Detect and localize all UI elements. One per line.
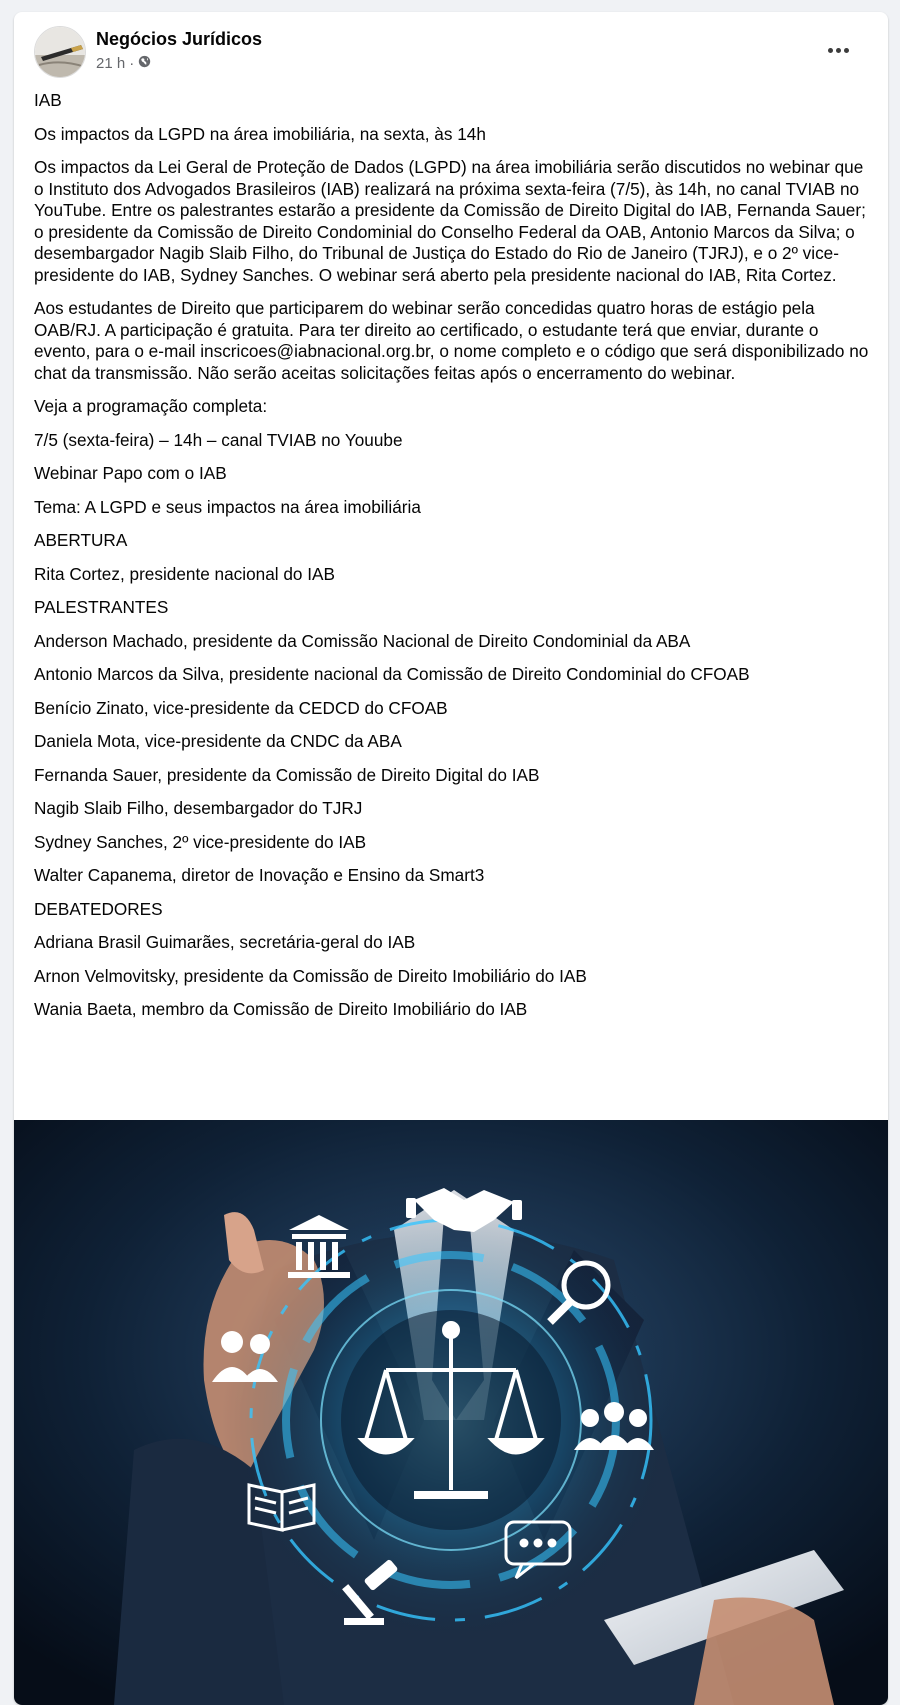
post-paragraph: IAB	[34, 90, 62, 110]
post-paragraph: Os impactos da Lei Geral de Proteção de Dados (LGPD) na área imobiliária serão discutidos no webinar que o Instituto dos Advogados Brasileiros (IAB) realizará na próxima sexta-feira (7/5), às 14h, no canal TVIAB no YouTube. Entre os palestrantes estarão a presidente da Comissão de Direito Digital do IAB, Fernanda Sauer; o presidente da Comissão de Direito Condominial do Conselho Federal da OAB, Antonio Marcos da Silva; o desembargador Nagib Slaib Filho, do Tribunal de Justiça do Estado do Rio de Janeiro (TJRJ), e o 2º vice-presidente do IAB, Sydney Sanches. O webinar será aberto pela presidente nacional do IAB, Rita Cortez.	[34, 157, 866, 285]
post-image[interactable]	[14, 1120, 888, 1705]
schedule-line: Veja a programação completa:	[34, 396, 268, 416]
schedule-line: Benício Zinato, vice-presidente da CEDCD do CFOAB	[34, 697, 448, 718]
schedule-line: Walter Capanema, diretor de Inovação e Ensino da Smart3	[34, 865, 485, 885]
schedule-line: Fernanda Sauer, presidente da Comissão de Direito Digital do IAB	[34, 764, 540, 785]
schedule-line: Webinar Papo com o IAB	[34, 463, 227, 483]
schedule-line: Daniela Mota, vice-presidente da CNDC da ABA	[34, 731, 402, 751]
author-name[interactable]: Negócios Jurídicos	[96, 29, 263, 49]
schedule-line: DEBATEDORES	[34, 898, 163, 919]
more-options-icon[interactable]	[820, 38, 856, 62]
facebook-post	[14, 12, 888, 1705]
post-text	[34, 90, 874, 1033]
page-avatar[interactable]	[34, 26, 86, 78]
globe-icon[interactable]	[138, 55, 151, 72]
schedule-line: Tema: A LGPD e seus impactos na área imobiliária	[34, 496, 421, 517]
post-meta	[96, 55, 151, 72]
schedule-line: 7/5 (sexta-feira) – 14h – canal TVIAB no Youube	[34, 429, 403, 450]
post-paragraph: Aos estudantes de Direito que participarem do webinar serão concedidas quatro horas de estágio pela OAB/RJ. A participação é gratuita. Para ter direito ao certificado, o estudante terá que enviar, durante o evento, para o e-mail inscricoes@iabnacional.org.br, o nome completo e o código que será disponibilizado no chat da transmissão. Não serão aceitas solicitações feitas após o encerramento do webinar.	[34, 298, 869, 383]
post-header	[34, 26, 868, 78]
schedule-line: PALESTRANTES	[34, 597, 169, 617]
schedule-line: Arnon Velmovitsky, presidente da Comissão de Direito Imobiliário do IAB	[34, 965, 587, 986]
schedule-line: Antonio Marcos da Silva, presidente nacional da Comissão de Direito Condominial do CFOAB	[34, 664, 750, 684]
post-paragraph: Os impactos da LGPD na área imobiliária, na sexta, às 14h	[34, 123, 486, 144]
schedule-line: ABERTURA	[34, 530, 128, 550]
schedule-line: Anderson Machado, presidente da Comissão Nacional de Direito Condominial da ABA	[34, 630, 691, 651]
schedule-line: Wania Baeta, membro da Comissão de Direito Imobiliário do IAB	[34, 999, 528, 1019]
meta-separator: ·	[129, 55, 135, 72]
post-time[interactable]: 21 h	[96, 55, 126, 72]
schedule-line: Nagib Slaib Filho, desembargador do TJRJ	[34, 798, 363, 818]
schedule-line: Sydney Sanches, 2º vice-presidente do IAB	[34, 831, 367, 852]
schedule-line: Rita Cortez, presidente nacional do IAB	[34, 563, 335, 584]
schedule-line: Adriana Brasil Guimarães, secretária-geral do IAB	[34, 932, 416, 952]
